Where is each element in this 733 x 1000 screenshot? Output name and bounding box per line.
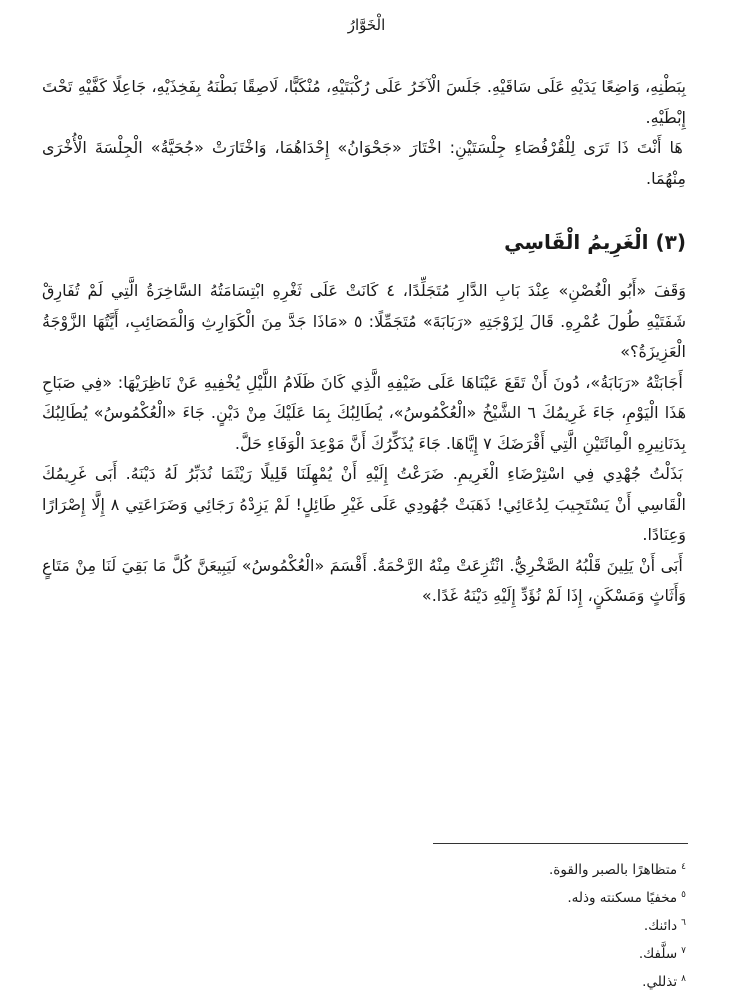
footnote-item: [286, 940, 686, 968]
footnote-text: سلَّفك.: [638, 946, 678, 962]
footnote-text: تذللي.: [642, 974, 678, 990]
footnote-text: متظاهرًا بالصبر والقوة.: [548, 862, 678, 878]
footnote-text: مخفيًا مسكنته وذله.: [567, 890, 678, 906]
footnote-item: [286, 912, 686, 940]
running-title: الْخَوَّارُ: [347, 16, 386, 34]
footnote-number: ٨: [681, 973, 686, 984]
footnote-number: ٥: [681, 889, 686, 900]
footnote-number: ٤: [681, 861, 686, 872]
paragraph: أَجَابَتْهُ «رَبَابَةُ»، دُونَ أَنْ تَقَعَ عَيْنَاهَا عَلَى ضَيْفِهِ الَّذِي كَانَ ظَلَامُ اللَّيْلِ يُخْفِيهِ عَنْ نَاظِرَيْهَا: «فِي صَبَاحِ هَذَا الْيَوْمِ، جَاءَ غَرِيمُكَ ٦ الشَّيْخُ «الْعُكْمُوسُ»، يُطَالِبُكَ بِمَا عَلَيْكَ مِنْ دَيْنٍ. جَاءَ «الْعُكْمُوسُ» يُطَالِبُكَ بِدَنَانِيرِهِ الْمِائَتَيْنِ الَّتِي أَقْرَضَكَ ٧ إِيَّاهَا. جَاءَ يُذَكِّرُكَ أَنَّ مَوْعِدَ الْوَفَاءِ حَلَّ.: [42, 372, 687, 453]
footnote-divider: [433, 843, 688, 844]
paragraph: هَا أَنْتَ ذَا تَرَى لِلْقُرْفُصَاءِ جِلْسَتَيْنِ: اخْتَارَ «جَحْوَانُ» إِحْدَاهُمَا، وَاخْتَارَتْ «جُحَيَّةُ» الْجِلْسَةَ الْأُخْرَى مِنْهُمَا.: [42, 138, 686, 188]
paragraph: بَذَلْتُ جُهْدِي فِي اسْتِرْضَاءِ الْغَرِيمِ. ضَرَعْتُ إِلَيْهِ أَنْ يُمْهِلَنَا قَلِيلًا رَيْثَمَا نُدَبِّرُ لَهُ دَيْنَهُ. أَبَى غَرِيمُكَ الْقَاسِي أَنْ يَسْتَجِيبَ لِدُعَائِي! ذَهَبَتْ جُهُودِي عَلَى غَيْرِ طَائِلٍ! لَمْ يَزِدْهُ رَجَائِي وَضَرَاعَتِي ٨ إِلَّا إِصْرَارًا وَعِنَادًا.: [42, 464, 686, 544]
footnote-text: دائنك.: [643, 918, 678, 934]
paragraph: أَبَى أَنْ يَلِينَ قَلْبُهُ الصَّخْرِيُّ. انْتُزِعَتْ مِنْهُ الرَّحْمَةُ. أَقْسَمَ «الْعُكْمُوسُ» لَيَبِيعَنَّ كُلَّ مَا بَقِيَ لَنَا مِنْ مَتَاعٍ وَأَثَاثٍ وَمَسْكَنٍ، إِذَا لَمْ نُؤَدِّ إِلَيْهِ دَيْنَهُ غَدًا.»: [42, 555, 686, 605]
section-heading: (٣) الْغَرِيمُ الْقَاسِي: [504, 230, 686, 254]
paragraph: بِبَطْنِهِ، وَاضِعًا يَدَيْهِ عَلَى سَاقَيْهِ. جَلَسَ الْآخَرُ عَلَى رُكْبَتَيْهِ، مُنْكَبًّا، لَاصِقًا بَطْنَهُ بِفَخِذَيْهِ، جَاعِلًا كَفَّيْهِ تَحْتَ إِبْطَيْهِ.: [42, 77, 686, 127]
paragraph: وَقَفَ «أَبُو الْغُصْنِ» عِنْدَ بَابِ الدَّارِ مُتَجَلِّدًا، ٤ كَانَتْ عَلَى ثَغْرِهِ ابْتِسَامَتُهُ السَّاخِرَةُ الَّتِي لَمْ تُفَارِقْ شَفَتَيْهِ طُولَ عُمْرِهِ. قَالَ لِزَوْجَتِهِ «رَبَابَةَ» مُتَجَمِّلًا: ٥ «مَاذَا جَدَّ مِنَ الْكَوَارِثِ وَالْمَصَائِبِ، أَيَّتُهَا الزَّوْجَةُ الْعَزِيزَةُ؟»: [42, 281, 686, 361]
footnotes: [286, 856, 686, 996]
footnote-number: ٦: [681, 917, 686, 928]
footnote-item: [286, 884, 686, 912]
footnote-item: [286, 856, 686, 884]
footnote-item: [286, 968, 686, 996]
footnote-number: ٧: [681, 945, 686, 956]
main-text: [42, 72, 686, 612]
